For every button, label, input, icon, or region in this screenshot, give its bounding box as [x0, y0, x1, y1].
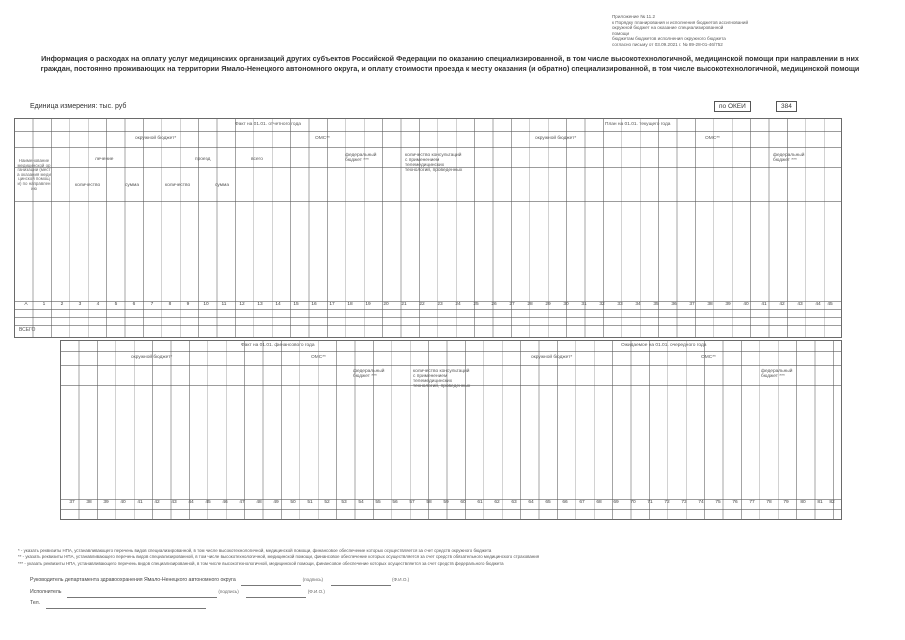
group-label: федеральный бюджет ***	[353, 369, 385, 379]
col-number: 72	[664, 500, 670, 505]
col-number: 23	[437, 302, 443, 307]
col-number: 55	[375, 500, 381, 505]
col-number: 2	[60, 302, 64, 307]
col-number: 6	[132, 302, 136, 307]
col-number: 15	[293, 302, 299, 307]
col-number: 45	[827, 302, 833, 307]
col-number: 4	[96, 302, 100, 307]
col-number: 78	[766, 500, 772, 505]
col-number: 69	[613, 500, 619, 505]
name-caption: (Ф.И.О.)	[307, 589, 325, 594]
col-number: 36	[671, 302, 677, 307]
footnote: * - указать реквизиты НПА, устанавливающего перечень видов специализированной, в том числе высокотехнологичной, медицинской помощи, финансовое обеспечение которых осуществляется за счет средств окружного бюджета	[18, 548, 492, 553]
col-number: 44	[815, 302, 821, 307]
col-number: 24	[455, 302, 461, 307]
head-label: Руководитель департамента здравоохранения Ямало-Ненецкого автономного округа	[30, 577, 236, 583]
head-name-line	[331, 577, 391, 586]
col-number: 46	[222, 500, 228, 505]
group-label: федеральный бюджет ***	[761, 369, 793, 379]
col-number: 43	[797, 302, 803, 307]
col-number: 80	[800, 500, 806, 505]
executor-label: Исполнитель	[30, 589, 62, 595]
col-number: 62	[494, 500, 500, 505]
col-number: 38	[707, 302, 713, 307]
col-number: 42	[779, 302, 785, 307]
col-number: 1	[42, 302, 46, 307]
col-number: А	[24, 302, 28, 307]
col-number: 27	[509, 302, 515, 307]
footnote: ** - указать реквизиты НПА, устанавливающего перечень видов специализированной, в том числе высокотехнологичной, медицинской помощи, финансовое обеспечение которых осуществляется за счет средств обязательного медицинского страхования	[18, 554, 540, 560]
col-number: 54	[358, 500, 364, 505]
col-number: 65	[545, 500, 551, 505]
col-number: 28	[527, 302, 533, 307]
col-number: 67	[579, 500, 585, 505]
col-number: 70	[630, 500, 636, 505]
col-number: 38	[86, 500, 92, 505]
col-number: 32	[599, 302, 605, 307]
group-label: окружной бюджет*	[531, 355, 573, 360]
group-label: федеральный бюджет ***	[773, 153, 805, 163]
sub-label: количество	[75, 183, 101, 188]
col-number: 5	[114, 302, 118, 307]
signature-block	[30, 574, 490, 609]
column-numbers	[15, 302, 841, 311]
sign-caption: (подпись)	[302, 577, 324, 582]
col-number: 25	[473, 302, 479, 307]
corner-line: бюджетам бюджетов исполнения окружного бюджета	[612, 36, 726, 42]
col-number: 75	[715, 500, 721, 505]
phone-label: Тел.	[30, 600, 41, 606]
col-number: 21	[401, 302, 407, 307]
header-expected: Ожидаемое на 01.01. очередного года	[621, 343, 707, 348]
group-label: окружной бюджет*	[131, 355, 173, 360]
corner-line: окружной бюджет на оказание специализированной	[612, 25, 724, 31]
corner-line: согласно письму от 03.09.2021 г. № 89-28-01-46/752	[612, 41, 723, 47]
col-number: 41	[761, 302, 767, 307]
group-label: ОМС**	[311, 355, 326, 360]
document-title: Информация о расходах на оплату услуг медицинских организаций других субъектов Российской Федерации по оказанию специализированной, в том числе высокотехнологичной, медицинской помощи при направлении в них граждан, постоянно проживающих на территории Ямало-Ненецкого автономного округа, и оплату стоимости проезда к месту оказания (и обратно) специализированной, в том числе высокотехнологичной, медицинской помощи	[40, 54, 860, 73]
col-number: 39	[103, 500, 109, 505]
left-column-label: Наименование медицинской организации (места оказания медицинской помощи) по направлению	[17, 158, 51, 191]
col-number: 74	[698, 500, 704, 505]
okei-label: по ОКЕИ	[714, 101, 751, 112]
col-number: 40	[120, 500, 126, 505]
col-number: 13	[257, 302, 263, 307]
footnotes	[18, 548, 718, 567]
group-label: окружной бюджет*	[535, 136, 577, 141]
footnote: *** - указать реквизиты НПА, устанавливающего перечень видов специализированной, в том числе высокотехнологичной, медицинской помощи, финансовое обеспечение которых осуществляется за счет средств федерального бюджета	[18, 560, 504, 566]
sub-label: количество	[165, 183, 191, 188]
sub-label: всего	[251, 157, 263, 162]
col-number: 56	[392, 500, 398, 505]
col-number: 16	[311, 302, 317, 307]
sub-label: лечение	[95, 157, 114, 162]
col-number: 39	[725, 302, 731, 307]
table-expected	[60, 340, 842, 520]
col-number: 50	[290, 500, 296, 505]
col-number: 14	[275, 302, 281, 307]
sub-label: сумма	[125, 183, 140, 188]
col-number: 68	[596, 500, 602, 505]
okei-code: 384	[776, 101, 797, 112]
col-number: 19	[365, 302, 371, 307]
sub-label: сумма	[215, 183, 230, 188]
col-number: 31	[581, 302, 587, 307]
header-fact: Факт на 01.01. отчетного года	[235, 122, 301, 127]
group-label: окружной бюджет*	[135, 136, 177, 141]
col-number: 82	[829, 500, 835, 505]
col-number: 44	[188, 500, 194, 505]
col-number: 33	[617, 302, 623, 307]
col-number: 8	[168, 302, 172, 307]
col-number: 52	[324, 500, 330, 505]
col-number: 26	[491, 302, 497, 307]
col-number: 47	[239, 500, 245, 505]
col-number: 61	[477, 500, 483, 505]
col-number: 18	[347, 302, 353, 307]
col-number: 48	[256, 500, 262, 505]
col-number: 30	[563, 302, 569, 307]
col-number: 20	[383, 302, 389, 307]
col-number: 17	[329, 302, 335, 307]
col-number: 51	[307, 500, 313, 505]
table-plan	[14, 118, 842, 338]
group-label: федеральный бюджет ***	[345, 153, 377, 163]
column-numbers	[61, 500, 841, 509]
sign-caption: (подпись)	[218, 589, 239, 594]
corner-note	[612, 14, 802, 48]
sub-label: проезд	[195, 157, 211, 162]
group-label: ОМС**	[315, 136, 330, 141]
col-number: 7	[150, 302, 154, 307]
col-number: 77	[749, 500, 755, 505]
col-number: 10	[203, 302, 209, 307]
col-number: 9	[186, 302, 190, 307]
corner-line: к Порядку планирования и исполнения бюджетов ассигнований	[612, 19, 749, 25]
col-number: 76	[732, 500, 738, 505]
col-number: 22	[419, 302, 425, 307]
group-label: количество консультаций с применением телемедицинских технологий, проведенных	[413, 369, 471, 389]
col-number: 71	[647, 500, 653, 505]
col-number: 60	[460, 500, 466, 505]
col-number: 42	[154, 500, 160, 505]
head-sign-line	[241, 577, 301, 586]
col-number: 81	[817, 500, 823, 505]
col-number: 11	[221, 302, 227, 307]
corner-line: помощи	[612, 30, 630, 36]
col-number: 40	[743, 302, 749, 307]
col-number: 64	[528, 500, 534, 505]
col-number: 41	[137, 500, 143, 505]
col-number: 37	[69, 500, 75, 505]
col-number: 3	[78, 302, 82, 307]
phone-line	[46, 600, 206, 609]
col-number: 49	[273, 500, 279, 505]
col-number: 45	[205, 500, 211, 505]
corner-line: Приложение № 11.2	[612, 14, 656, 19]
col-number: 73	[681, 500, 687, 505]
group-label: количество консультаций с применением телемедицинских технологий, проведенных	[405, 153, 463, 173]
col-number: 57	[409, 500, 415, 505]
group-label: ОМС**	[705, 136, 720, 141]
col-number: 79	[783, 500, 789, 505]
col-number: 59	[443, 500, 449, 505]
col-number: 53	[341, 500, 347, 505]
total-label: ВСЕГО	[19, 327, 36, 333]
col-number: 43	[171, 500, 177, 505]
executor-name-line	[246, 589, 306, 598]
executor-sign-line	[67, 589, 217, 598]
name-caption: (Ф.И.О.)	[391, 577, 410, 582]
group-label: ОМС**	[701, 355, 716, 360]
col-number: 29	[545, 302, 551, 307]
col-number: 12	[239, 302, 245, 307]
header-plan: План на 01.01. текущего года	[605, 122, 671, 127]
col-number: 37	[689, 302, 695, 307]
col-number: 58	[426, 500, 432, 505]
col-number: 66	[562, 500, 568, 505]
col-number: 63	[511, 500, 517, 505]
col-number: 35	[653, 302, 659, 307]
col-number: 34	[635, 302, 641, 307]
units-label: Единица измерения: тыс. руб	[30, 103, 127, 110]
header-fact-fin: Факт на 01.01. финансового года	[241, 343, 315, 348]
